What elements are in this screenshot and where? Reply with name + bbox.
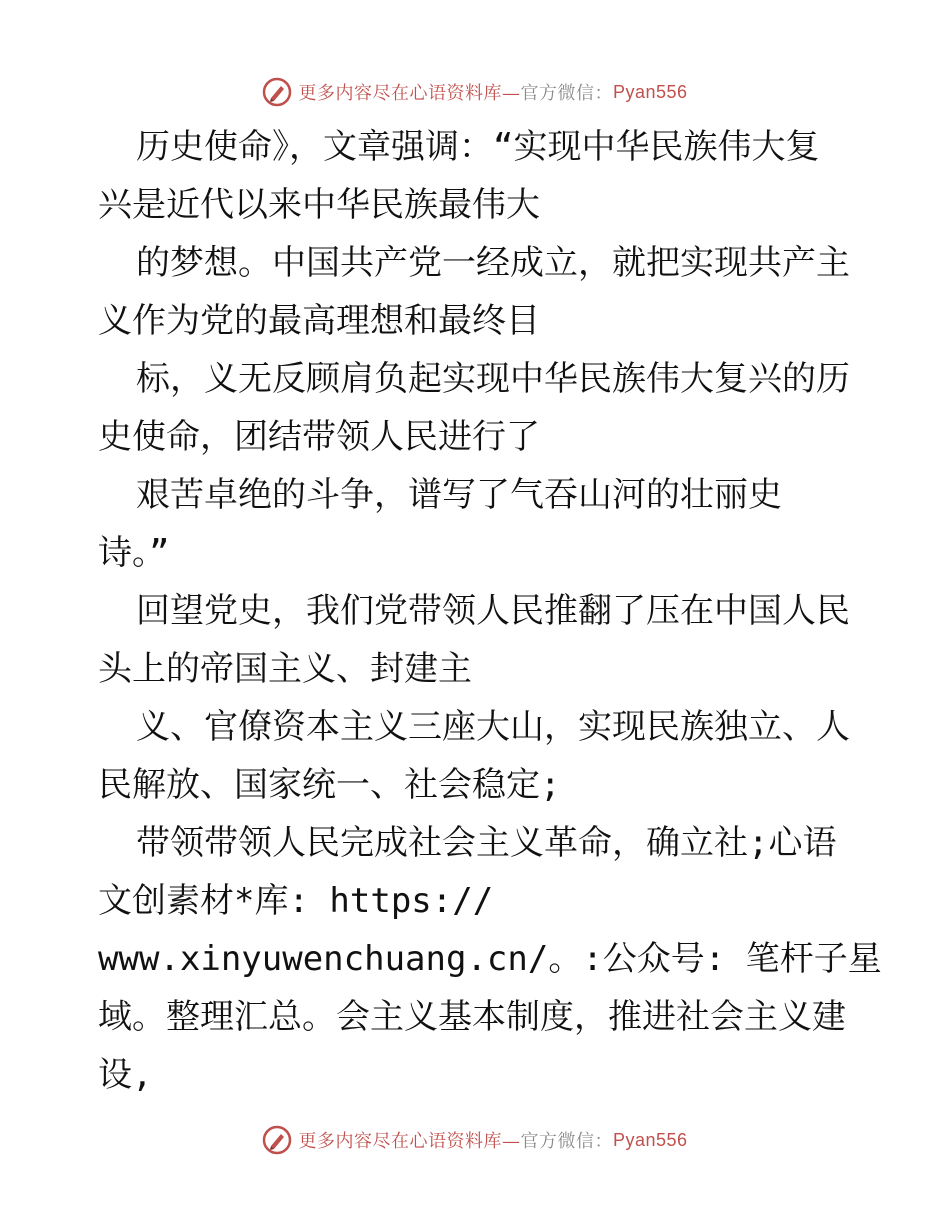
footer-banner-text: 更多内容尽在心语资料库—	[298, 1131, 521, 1152]
text-line: www.xinyuwenchuang.cn/。:公众号: 笔杆子星	[98, 939, 882, 979]
text-line: 义、官僚资本主义三座大山，实现民族独立、人	[136, 707, 850, 747]
text-line: 带领带领人民完成社会主义革命，确立社;心语	[136, 823, 837, 863]
text-line: 回望党史，我们党带领人民推翻了压在中国人民	[136, 591, 850, 631]
text-line: 头上的帝国主义、封建主	[98, 649, 472, 689]
text-line: 兴是近代以来中华民族最伟大	[98, 185, 540, 225]
pen-logo-icon	[262, 1125, 292, 1155]
text-line: 设,	[98, 1055, 153, 1095]
header-wechat-id: Pyan556	[612, 81, 688, 102]
header-banner-text: 更多内容尽在心语资料库—	[298, 83, 521, 104]
footer-wechat-label: 官方微信：	[520, 1131, 613, 1152]
text-line: 标，义无反顾肩负起实现中华民族伟大复兴的历	[136, 359, 850, 399]
text-line: 史使命，团结带领人民进行了	[98, 417, 540, 457]
footer-wechat-id: Pyan556	[612, 1129, 688, 1150]
body-text	[98, 118, 882, 1104]
text-line: 域。整理汇总。会主义基本制度，推进社会主义建	[98, 997, 846, 1037]
header-wechat-label: 官方微信：	[520, 83, 613, 104]
footer-banner	[0, 1120, 950, 1160]
text-line: 诗。”	[98, 533, 170, 573]
text-line: 民解放、国家统一、社会稳定;	[98, 765, 561, 805]
header-banner	[0, 72, 950, 112]
text-line: 艰苦卓绝的斗争，谱写了气吞山河的壮丽史	[136, 475, 782, 515]
text-line: 的梦想。中国共产党一经成立，就把实现共产主	[136, 243, 850, 283]
text-line: 文创素材*库: https://	[98, 881, 494, 921]
text-line: 历史使命》，文章强调：“实现中华民族伟大复	[136, 127, 820, 167]
pen-logo-icon	[262, 77, 292, 107]
text-line: 义作为党的最高理想和最终目	[98, 301, 540, 341]
